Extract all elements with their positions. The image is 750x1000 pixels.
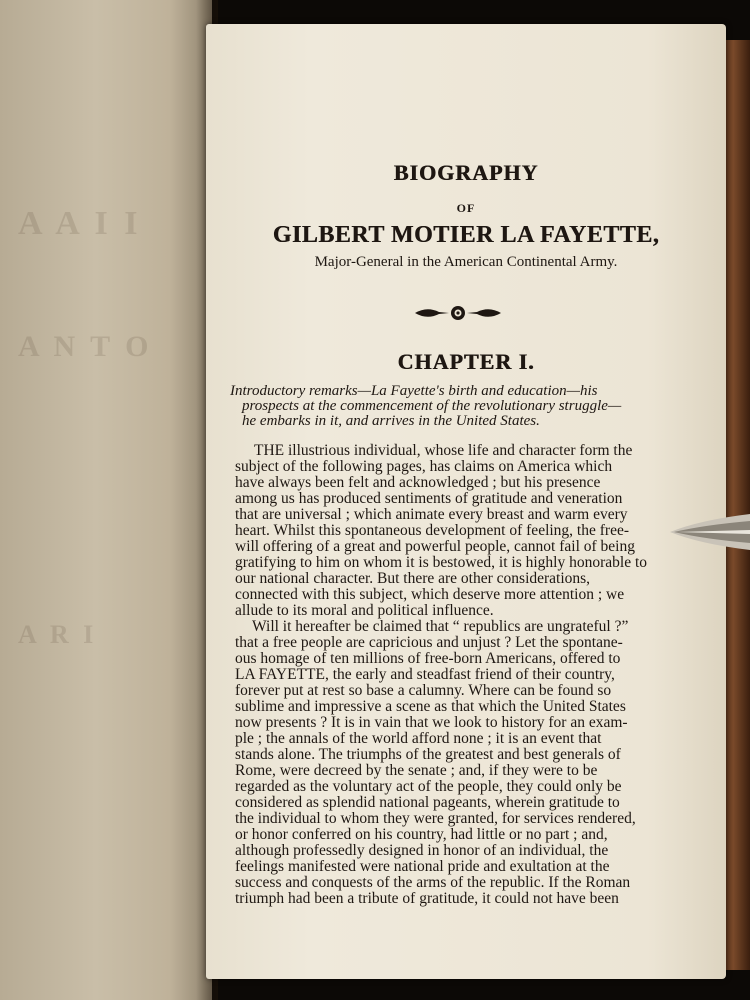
- body-line: that a free people are capricious and unjust ? Let the spontane-: [235, 634, 623, 651]
- body-line: stands alone. The triumphs of the greatest and best generals of: [235, 746, 621, 763]
- body-line: although professedly designed in honor of an individual, the: [235, 842, 609, 859]
- chapter-summary-line: Introductory remarks—La Fayette's birth and education—his: [230, 383, 598, 399]
- left-page: [0, 0, 212, 1000]
- body-line: subject of the following pages, has claims on America which: [235, 458, 613, 475]
- body-line: ous homage of ten millions of free-born Americans, offered to: [235, 650, 621, 667]
- subject-name: GILBERT MOTIER LA FAYETTE,: [272, 222, 660, 248]
- body-line: sublime and impressive a scene as that which the United States: [235, 698, 626, 715]
- body-line: THE illustrious individual, whose life and character form the: [254, 442, 633, 459]
- body-line: Will it hereafter be claimed that “ republics are ungrateful ?”: [252, 618, 629, 635]
- bleed-through-text: A R I: [18, 620, 98, 649]
- right-page: [206, 24, 726, 979]
- fleuron-ornament-icon: [413, 303, 503, 323]
- title-connector: OF: [456, 201, 476, 215]
- bleed-through-text: A N T O: [18, 330, 153, 363]
- body-line: connected with this subject, which deserve more attention ; we: [235, 586, 625, 603]
- body-line: Rome, were decreed by the senate ; and, if they were to be: [235, 762, 598, 779]
- body-line: will offering of a great and powerful people, cannot fail of being: [235, 538, 635, 555]
- body-line: the individual to whom they were granted, for services rendered,: [235, 810, 636, 827]
- body-line: now presents ? It is in vain that we look to history for an exam-: [235, 714, 628, 731]
- bleed-through-text: A A I I: [18, 205, 142, 242]
- body-line: heart. Whilst this spontaneous development of feeling, the free-: [235, 522, 629, 539]
- body-line: that are universal ; which animate every breast and warm every: [235, 506, 628, 523]
- page-title: BIOGRAPHY: [393, 160, 539, 185]
- body-line: or honor conferred on his country, had little or no part ; and,: [235, 826, 608, 843]
- body-line: success and conquests of the arms of the republic. If the Roman: [235, 874, 631, 891]
- body-line: triumph had been a tribute of gratitude, it could not have been: [235, 890, 619, 907]
- body-line: have always been felt and acknowledged ; but his presence: [235, 474, 601, 491]
- page-marker-clip: [670, 512, 750, 552]
- subject-subtitle: Major-General in the American Continental Army.: [314, 254, 618, 270]
- chapter-summary-line: prospects at the commencement of the revolutionary struggle—: [242, 398, 622, 414]
- body-line: forever put at rest so base a calumny. Where can be found so: [235, 682, 612, 699]
- body-line: ple ; the annals of the world afford none ; it is an event that: [235, 730, 602, 747]
- body-line: feelings manifested were national pride and exultation at the: [235, 858, 610, 875]
- body-line: allude to its moral and political influence.: [235, 602, 494, 619]
- chapter-summary-line: he embarks in it, and arrives in the United States.: [242, 413, 540, 429]
- body-line: regarded as the voluntary act of the people, they could only be: [235, 778, 622, 795]
- chapter-heading: CHAPTER I.: [397, 349, 535, 374]
- body-line: gratifying to him on whom it is bestowed, it is highly honorable to: [235, 554, 648, 571]
- body-line: our national character. But there are other considerations,: [235, 570, 591, 587]
- body-line: LA FAYETTE, the early and steadfast friend of their country,: [235, 666, 615, 683]
- book-edge: [722, 40, 750, 970]
- body-line: considered as splendid national pageants, wherein gratitude to: [235, 794, 620, 811]
- body-line: among us has produced sentiments of gratitude and veneration: [235, 490, 623, 507]
